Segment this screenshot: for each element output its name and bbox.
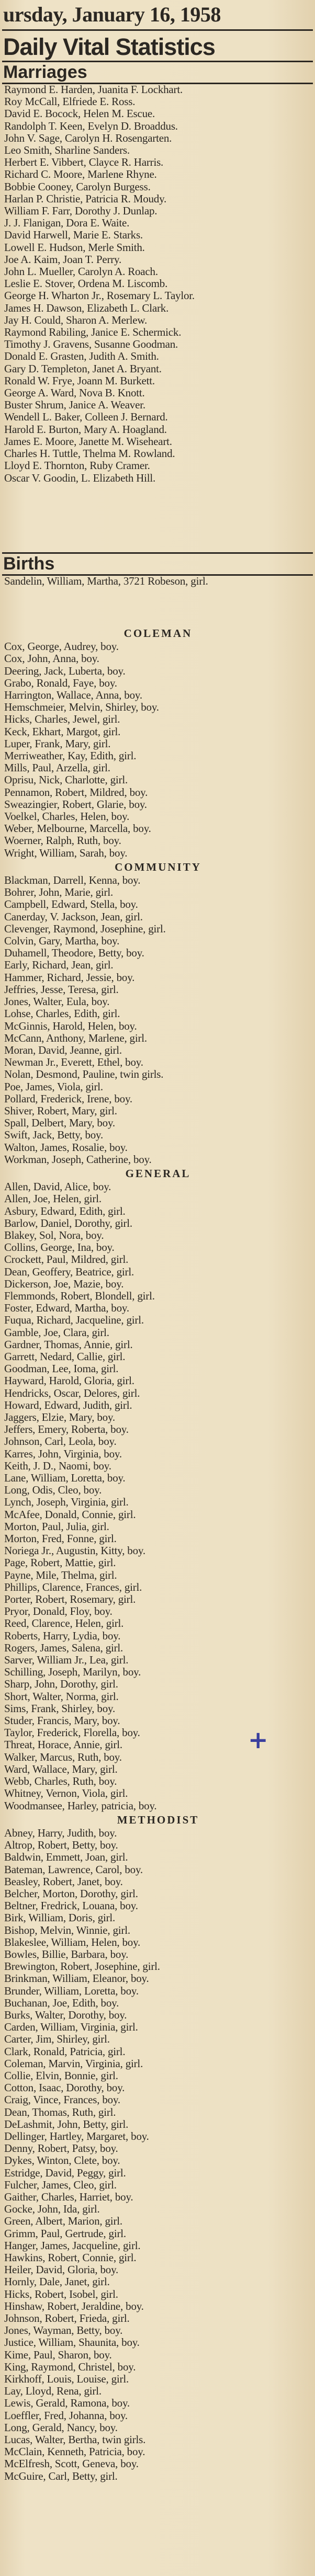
list-item: Kirkhoff, Louis, Louise, girl.: [4, 2373, 129, 2386]
list-item: Jeffries, Jesse, Teresa, girl.: [4, 983, 119, 996]
list-item: Clark, Ronald, Patricia, girl.: [4, 2045, 126, 2058]
list-item: Porter, Robert, Rosemary, girl.: [4, 1593, 136, 1606]
list-item: Lay, Lloyd, Rena, girl.: [4, 2385, 102, 2398]
list-item: Allen, Joe, Helen, girl.: [4, 1192, 102, 1205]
list-item: Sweazingier, Robert, Glarie, boy.: [4, 797, 147, 811]
list-item: McCann, Anthony, Marlene, girl.: [4, 1031, 147, 1044]
list-item: Timothy J. Gravens, Susanne Goodman.: [4, 338, 178, 351]
list-item: McGuire, Carl, Betty, girl.: [4, 2469, 118, 2482]
list-item: Denny, Robert, Patsy, boy.: [4, 2142, 118, 2155]
list-item: Leslie E. Stover, Ordena M. Liscomb.: [4, 277, 168, 290]
ink-mark: +: [248, 1726, 268, 1754]
list-item: John V. Sage, Carolyn H. Rosengarten.: [4, 131, 172, 144]
list-item: Jaggers, Elzie, Mary, boy.: [4, 1411, 115, 1423]
list-item: Crockett, Paul, Mildred, girl.: [4, 1253, 129, 1266]
list-item: Loeffler, Fred, Johanna, boy.: [4, 2409, 128, 2422]
list-item: Gaither, Charles, Harriet, boy.: [4, 2191, 133, 2203]
list-item: Nolan, Desmond, Pauline, twin girls.: [4, 1068, 164, 1081]
list-item: Wright, William, Sarah, boy.: [4, 846, 128, 859]
list-item: Payne, Mile, Thelma, girl.: [4, 1568, 117, 1581]
list-item: Dean, Thomas, Ruth, girl.: [4, 2105, 116, 2118]
list-item: James E. Moore, Janette M. Wiseheart.: [4, 435, 172, 448]
list-item: Sarver, William Jr., Lea, girl.: [4, 1654, 129, 1667]
births-heading: Births: [3, 554, 55, 574]
list-item: Brewington, Robert, Josephine, girl.: [4, 1960, 160, 1973]
list-item: Canerday, V. Jackson, Jean, girl.: [4, 910, 143, 923]
list-item: Taylor, Frederick, Florella, boy.: [4, 1726, 140, 1739]
list-item: Dykes, Winton, Clete, boy.: [4, 2154, 120, 2167]
list-item: Blakeslee, William, Helen, boy.: [4, 1935, 141, 1948]
list-item: Heiler, David, Gloria, boy.: [4, 2263, 119, 2276]
births-list: [4, 625, 312, 2482]
list-item: Duhamell, Theodore, Betty, boy.: [4, 947, 144, 960]
list-item: Lane, William, Loretta, boy.: [4, 1472, 126, 1485]
list-item: Studer, Francis, Mary, boy.: [4, 1714, 120, 1727]
list-item: Estridge, David, Peggy, girl.: [4, 2166, 126, 2179]
list-item: Garrett, Nedard, Callie, girl.: [4, 1350, 126, 1363]
list-item: Long, Odis, Cleo, boy.: [4, 1484, 102, 1497]
list-item: Grabo, Ronald, Faye, boy.: [4, 676, 117, 689]
list-item: Merriweather, Kay, Edith, girl.: [4, 749, 137, 762]
list-item: Harold E. Burton, Mary A. Hoagland.: [4, 423, 167, 436]
list-item: Raymond E. Harden, Juanita F. Lockhart.: [4, 83, 183, 96]
list-item: King, Raymond, Christel, boy.: [4, 2360, 136, 2373]
list-item: Fulcher, James, Cleo, girl.: [4, 2178, 117, 2191]
list-item: Spall, Delbert, Mary, boy.: [4, 1116, 115, 1130]
list-item: George A. Ward, Nova B. Knott.: [4, 386, 145, 400]
hospital-heading: COLEMAN: [123, 627, 193, 640]
list-item: Harlan P. Christie, Patricia R. Moudy.: [4, 192, 167, 205]
list-item: Howard, Edward, Judith, girl.: [4, 1398, 132, 1411]
list-item: Long, Gerald, Nancy, boy.: [4, 2421, 118, 2434]
list-item: Blakey, Sol, Nora, boy.: [4, 1228, 104, 1241]
list-item: Brinkman, William, Eleanor, boy.: [4, 1972, 149, 1985]
list-item: Barlow, Daniel, Dorothy, girl.: [4, 1216, 132, 1229]
list-item: Oscar V. Goodin, L. Elizabeth Hill.: [4, 471, 156, 484]
list-item: Joe A. Kaim, Joan T. Perry.: [4, 253, 122, 266]
list-item: Gardner, Thomas, Annie, girl.: [4, 1338, 133, 1351]
list-item: Phillips, Clarence, Frances, girl.: [4, 1580, 142, 1593]
list-item: John L. Mueller, Carolyn A. Roach.: [4, 265, 158, 278]
list-item: Bishop, Melvin, Winnie, girl.: [4, 1923, 130, 1936]
list-item: Sandelin, William, Martha, 3721 Robeson, girl.: [4, 575, 208, 587]
list-item: Woerner, Ralph, Ruth, boy.: [4, 834, 121, 847]
list-item: Johnson, Carl, Leola, boy.: [4, 1435, 117, 1448]
list-item: Dean, Geoffery, Beatrice, girl.: [4, 1265, 134, 1278]
list-item: Pryor, Donald, Floy, boy.: [4, 1605, 113, 1618]
list-item: Bohrer, John, Marie, girl.: [4, 886, 113, 899]
list-item: Burks, Walter, Dorothy, boy.: [4, 2008, 127, 2021]
list-item: Coleman, Marvin, Virginia, girl.: [4, 2057, 143, 2070]
list-item: Fuqua, Richard, Jacqueline, girl.: [4, 1314, 144, 1327]
list-item: Pennamon, Robert, Mildred, boy.: [4, 785, 148, 799]
list-item: David Harwell, Marie E. Starks.: [4, 229, 143, 242]
list-item: Cox, John, Anna, boy.: [4, 652, 99, 665]
list-item: Early, Richard, Jean, girl.: [4, 959, 114, 972]
list-item: Mills, Paul, Arzella, girl.: [4, 761, 110, 774]
list-item: McGinnis, Harold, Helen, boy.: [4, 1019, 137, 1032]
list-item: Richard C. Moore, Marlene Rhyne.: [4, 168, 157, 181]
list-item: Gamble, Joe, Clara, girl.: [4, 1326, 109, 1339]
births-intro-list: [4, 575, 312, 587]
list-item: George H. Wharton Jr., Rosemary L. Taylor.: [4, 289, 195, 302]
list-item: J. J. Flanigan, Dora E. Waite.: [4, 216, 130, 230]
list-item: Karres, John, Virginia, boy.: [4, 1447, 122, 1460]
list-item: Flemmonds, Robert, Blondell, girl.: [4, 1289, 155, 1302]
list-item: Belcher, Morton, Dorothy, girl.: [4, 1887, 138, 1900]
list-item: Justice, William, Shaunita, boy.: [4, 2336, 140, 2349]
list-item: Lewis, Gerald, Ramona, boy.: [4, 2397, 130, 2410]
list-item: McAfee, Donald, Connie, girl.: [4, 1508, 136, 1521]
list-item: Baldwin, Emmett, Joan, girl.: [4, 1851, 128, 1864]
list-item: DeLashmit, John, Betty, girl.: [4, 2117, 129, 2130]
list-item: Craig, Vince, Frances, boy.: [4, 2093, 120, 2106]
list-item: Donald E. Grasten, Judith A. Smith.: [4, 350, 159, 363]
list-item: Wendell L. Baker, Colleen J. Bernard.: [4, 411, 168, 424]
list-item: Grimm, Paul, Gertrude, girl.: [4, 2227, 126, 2240]
list-item: Rogers, James, Salena, girl.: [4, 1641, 123, 1654]
list-item: Newman Jr., Everett, Ethel, boy.: [4, 1056, 143, 1069]
list-item: Abney, Harry, Judith, boy.: [4, 1826, 117, 1839]
list-item: Jeffers, Emery, Roberta, boy.: [4, 1423, 129, 1436]
list-item: Allen, David, Alice, boy.: [4, 1180, 111, 1193]
list-item: Buchanan, Joe, Edith, boy.: [4, 1996, 119, 2009]
list-item: Webb, Charles, Ruth, boy.: [4, 1775, 117, 1788]
list-item: Threat, Horace, Annie, girl.: [4, 1738, 122, 1751]
list-item: Charles H. Tuttle, Thelma M. Rowland.: [4, 447, 175, 460]
list-item: Hicks, Charles, Jewel, girl.: [4, 713, 120, 726]
list-item: Sims, Frank, Shirley, boy.: [4, 1702, 115, 1715]
list-item: Voelkel, Charles, Helen, boy.: [4, 810, 130, 823]
list-item: Lohse, Charles, Edith, girl.: [4, 1007, 120, 1020]
list-item: Beltner, Fredrick, Louana, boy.: [4, 1899, 138, 1912]
list-item: Gocke, John, Ida, girl.: [4, 2203, 100, 2216]
list-item: Jones, Wayman, Betty, boy.: [4, 2324, 123, 2337]
hospital-heading: METHODIST: [117, 1813, 199, 1826]
list-item: Bobbie Cooney, Carolyn Burgess.: [4, 180, 151, 193]
list-item: Carter, Jim, Shirley, girl.: [4, 2033, 110, 2046]
list-item: Altrop, Robert, Betty, boy.: [4, 1839, 118, 1852]
list-item: Birk, William, Doris, girl.: [4, 1911, 116, 1924]
list-item: Moran, David, Jeanne, girl.: [4, 1043, 122, 1056]
list-item: Foster, Edward, Martha, boy.: [4, 1302, 129, 1315]
list-item: Goodman, Lee, Ioma, girl.: [4, 1362, 119, 1375]
list-item: Hicks, Robert, Isobel, girl.: [4, 2287, 118, 2300]
list-item: Workman, Joseph, Catherine, boy.: [4, 1153, 152, 1166]
list-item: Lloyd E. Thornton, Ruby Cramer.: [4, 459, 150, 472]
list-item: Shiver, Robert, Mary, girl.: [4, 1104, 117, 1117]
list-item: Page, Robert, Mattie, girl.: [4, 1556, 116, 1569]
list-item: Walker, Marcus, Ruth, boy.: [4, 1750, 122, 1763]
list-item: Morton, Fred, Fonne, girl.: [4, 1532, 117, 1545]
list-item: Morton, Paul, Julia, girl.: [4, 1520, 109, 1533]
list-item: Collie, Elvin, Bonnie, girl.: [4, 2069, 118, 2082]
list-item: Collins, George, Ina, boy.: [4, 1241, 115, 1254]
list-item: Lynch, Joseph, Virginia, girl.: [4, 1496, 129, 1509]
list-item: Hemschmeier, Melvin, Shirley, boy.: [4, 701, 159, 714]
list-item: Hornly, Dale, Janet, girl.: [4, 2275, 110, 2288]
dateline: ursday, January 16, 1958: [3, 3, 221, 26]
list-item: Roy McCall, Elfriede E. Ross.: [4, 95, 136, 108]
list-item: Cox, George, Audrey, boy.: [4, 640, 119, 653]
list-item: Clevenger, Raymond, Josephine, girl.: [4, 922, 166, 935]
list-item: Ronald W. Frye, Joann M. Burkett.: [4, 374, 155, 387]
list-item: Hawkins, Robert, Connie, girl.: [4, 2251, 137, 2264]
list-item: Blackman, Darrell, Kenna, boy.: [4, 874, 141, 887]
list-item: Hayward, Harold, Gloria, girl.: [4, 1374, 134, 1387]
list-item: Randolph T. Keen, Evelyn D. Broaddus.: [4, 119, 178, 132]
list-item: Oprisu, Nick, Charlotte, girl.: [4, 773, 128, 787]
list-item: Bowles, Billie, Barbara, boy.: [4, 1947, 129, 1961]
list-item: Colvin, Gary, Martha, boy.: [4, 934, 120, 948]
list-item: Jones, Walter, Eula, boy.: [4, 995, 110, 1008]
list-item: Hanger, James, Jacqueline, girl.: [4, 2239, 141, 2252]
list-item: Luper, Frank, Mary, girl.: [4, 737, 111, 750]
list-item: Reed, Clarence, Helen, girl.: [4, 1617, 124, 1630]
list-item: Ward, Wallace, Mary, girl.: [4, 1762, 118, 1775]
list-item: Lowell E. Hudson, Merle Smith.: [4, 241, 145, 254]
list-item: Walton, James, Rosalie, boy.: [4, 1141, 128, 1154]
list-item: McClain, Kenneth, Patricia, boy.: [4, 2445, 145, 2458]
hospital-heading: COMMUNITY: [115, 860, 201, 873]
list-item: Green, Albert, Marion, girl.: [4, 2215, 122, 2228]
list-item: Herbert E. Vibbert, Clayce R. Harris.: [4, 156, 164, 169]
list-item: Campbell, Edward, Stella, boy.: [4, 898, 138, 911]
list-item: James H. Dawson, Elizabeth L. Clark.: [4, 301, 169, 314]
list-item: Woodmansee, Harley, patricia, boy.: [4, 1799, 157, 1812]
list-item: Dellinger, Hartley, Margaret, boy.: [4, 2129, 149, 2142]
marriages-list: [4, 84, 312, 484]
list-item: Bateman, Lawrence, Carol, boy.: [4, 1863, 143, 1876]
list-item: Kime, Paul, Sharon, boy.: [4, 2348, 112, 2361]
marriages-heading: Marriages: [3, 62, 87, 82]
list-item: Cotton, Isaac, Dorothy, boy.: [4, 2081, 125, 2094]
list-item: Poe, James, Viola, girl.: [4, 1080, 103, 1093]
list-item: Raymond Rabiling, Janice E. Schermick.: [4, 326, 182, 339]
list-item: Dickerson, Joe, Mazie, boy.: [4, 1277, 124, 1290]
list-item: Weber, Melbourne, Marcella, boy.: [4, 822, 151, 835]
list-item: Deering, Jack, Luberta, boy.: [4, 664, 126, 677]
list-item: Hinshaw, Robert, Jeraldine, boy.: [4, 2299, 144, 2312]
page-title: Daily Vital Statistics: [3, 33, 215, 60]
list-item: Johnson, Robert, Frieda, girl.: [4, 2312, 130, 2325]
list-item: Beasley, Robert, Janet, boy.: [4, 1875, 123, 1888]
list-item: Short, Walter, Norma, girl.: [4, 1690, 119, 1703]
list-item: McElfresh, Scott, Geneva, boy.: [4, 2457, 139, 2470]
list-item: Sharp, John, Dorothy, girl.: [4, 1678, 118, 1691]
hospital-heading: GENERAL: [125, 1167, 191, 1180]
list-item: Asbury, Edward, Edith, girl.: [4, 1204, 126, 1217]
list-item: Keith, J. D., Naomi, boy.: [4, 1459, 111, 1472]
list-item: Harrington, Wallace, Anna, boy.: [4, 689, 142, 702]
list-item: Jay H. Could, Sharon A. Merlew.: [4, 313, 147, 326]
list-item: Roberts, Harry, Lydia, boy.: [4, 1629, 121, 1642]
list-item: Keck, Ekhart, Margot, girl.: [4, 725, 121, 738]
list-item: William F. Farr, Dorothy J. Dunlap.: [4, 204, 158, 218]
list-item: Lucas, Walter, Bertha, twin girls.: [4, 2433, 146, 2446]
list-item: Leo Smith, Sharline Sanders.: [4, 144, 130, 157]
list-item: Swift, Jack, Betty, boy.: [4, 1129, 104, 1142]
list-item: Brunder, William, Loretta, boy.: [4, 1984, 139, 1997]
list-item: Buster Shrum, Janice A. Weaver.: [4, 398, 145, 412]
list-item: Noriega Jr., Augustin, Kitty, boy.: [4, 1544, 145, 1557]
divider: [2, 29, 313, 31]
list-item: Pollard, Frederick, Irene, boy.: [4, 1092, 132, 1105]
list-item: David E. Bocock, Helen M. Escue.: [4, 107, 155, 120]
list-item: Carden, William, Virginia, girl.: [4, 2021, 138, 2034]
list-item: Whitney, Vernon, Viola, girl.: [4, 1787, 128, 1800]
list-item: Schilling, Joseph, Marilyn, boy.: [4, 1666, 141, 1679]
list-item: Gary D. Templeton, Janet A. Bryant.: [4, 362, 162, 375]
list-item: Hammer, Richard, Jessie, boy.: [4, 971, 135, 984]
list-item: Hendricks, Oscar, Delores, girl.: [4, 1386, 140, 1399]
